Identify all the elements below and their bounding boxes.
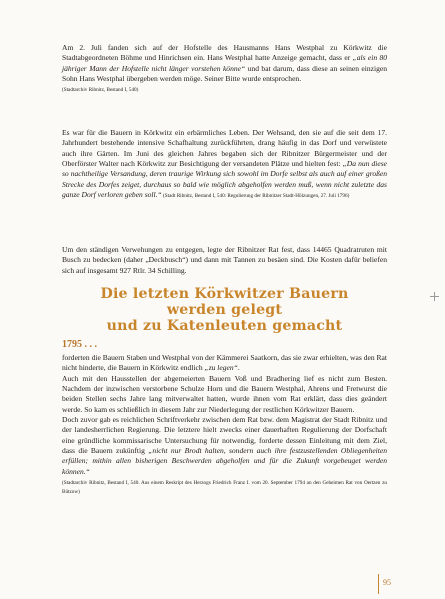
year-heading: 1795 . . .: [62, 339, 97, 350]
paragraph-wehsand: [62, 128, 387, 201]
source-citation: (Stadtarchiv Ribnitz, Bestand I, 540): [62, 87, 139, 94]
paragraph-body: [62, 353, 387, 374]
paragraph-body: Auch mit den Hausstellen der abgemeierten Bauern Voß und Bradhering lief es nicht zum Besten. Nachdem der inzwischen verstorbene Schulze Horn und die Bauern Westphal, Ahrens und Fretwurst die beiden Stellen sechs Jahre lang mitverwaltet hatten, wurde ihnen vom Rat erklärt, dass dies geändert werde. So kam es schließlich in diesem Jahr zur Niederlegung der restlichen Körkwitzer Bauern.: [62, 373, 387, 414]
paragraph-body: [62, 43, 387, 84]
paragraph-body: [62, 128, 387, 201]
quote: „zu legen“: [204, 363, 238, 373]
quote: „Da nun diese so nachtheilige Versandung, deren traurige Wirkung sich sowohl im Dorfe selbst als auch auf einer großen Strecke des Dorfes zeiget, durchaus so bald wie möglich abgeholfen werden muß, wenn nicht zuletzte das ganze Dorf verloren geben soll.“: [62, 159, 387, 200]
heading-line: und zu Katenleuten gemacht: [106, 318, 343, 335]
text-run: Es war für die Bauern in Körkwitz ein erbärmliches Leben. Der Wehsand, den sie auf die seit dem 17. Jahrhundert bestehende intensive Schafhaltung zurückführten, drang häufig in das Dorf und verwüstete auch ihre Gärten. Im Juni des gleichen Jahres begaben sich der Ribnitzer Bürgermeister und der Oberförster Walter nach Körkwitz zur Besichtigung der versandeten Plätze und hielten fest:: [62, 128, 387, 169]
source-citation: (Stadtarchiv Ribnitz, Bestand I, 540. Aus einem Reskript des Herzogs Friedrich Franz I. vom 20. September 1794 an den Geheimen Rat von Oertzen zu Bützow): [62, 480, 387, 496]
paragraph-westphal: [62, 43, 387, 95]
page-number-rule: [378, 574, 379, 594]
text-run: forderten die Bauern Staben und Westphal von der Kämmerei Saatkorn, das sie zwar erhielten, was den Rat nicht hinderte, die Bauern in Körkwitz endlich: [62, 353, 387, 373]
source-citation: (Stadt Ribnitz, Bestand I, 540: Regulierung der Ribnitzer Stadt-Hölzungen, 27. Juli 1796): [161, 193, 350, 200]
section-body: [62, 353, 387, 497]
heading-line: werden gelegt: [166, 302, 283, 319]
text-run: Doch zuvor gab es reichlichen Schriftverkehr zwischen dem Rat bzw. dem Magistrat der Stadt Ribnitz und der landesherrlichen Regierung. Die letztere hielt zwecks einer dauerhaften Regulierung der Dorfschaft eine gründliche kommissarische Untersuchung für notwendig, forderte dessen Einleitung mit dem Ziel, dass die Bauern zukünftig: [62, 415, 387, 456]
quote: „als ein 80 jähriger Mann der Hofstelle nicht länger vorstehen könne“: [62, 53, 387, 73]
paragraph-deckbusch: [62, 245, 387, 276]
page-number: 95: [383, 578, 391, 587]
text-run: .: [237, 363, 240, 373]
chapter-heading: [62, 286, 387, 335]
text-run: Am 2. Juli fanden sich auf der Hofstelle des Hausmanns Hans Westphal zu Körkwitz die Stadtabgeordneten Böhme und Hinrichsen ein. Hans Westphal hatte Anzeige gemacht, dass er: [62, 43, 387, 63]
quote: „nicht nur Brodt halten, sondern auch ihre festzustellenden Obliegenheiten erfüllen; mithin allen bisherigen Beschwerden abgeholfen und für die Zukunft vorgebeuget werden können.“: [62, 446, 388, 476]
crop-mark: [430, 292, 439, 301]
heading-line: Die letzten Körkwitzer Bauern: [100, 286, 349, 302]
paragraph-body: Um den ständigen Verwehungen zu entgegen, legte der Ribnitzer Rat fest, dass 14465 Quadratruten mit Busch zu bedecken (daher „Deckbusch“) und dann mit Tannen zu besäen sind. Die Kosten dafür beliefen sich auf insgesamt 927 Rtlr. 34 Schilling.: [62, 245, 387, 275]
paragraph-body: [62, 415, 387, 477]
text-run: und bat darum, dass diese an seinen einzigen Sohn Hans Westphal übergeben werden möge. Seiner Bitte wurde entsprochen.: [62, 63, 387, 84]
